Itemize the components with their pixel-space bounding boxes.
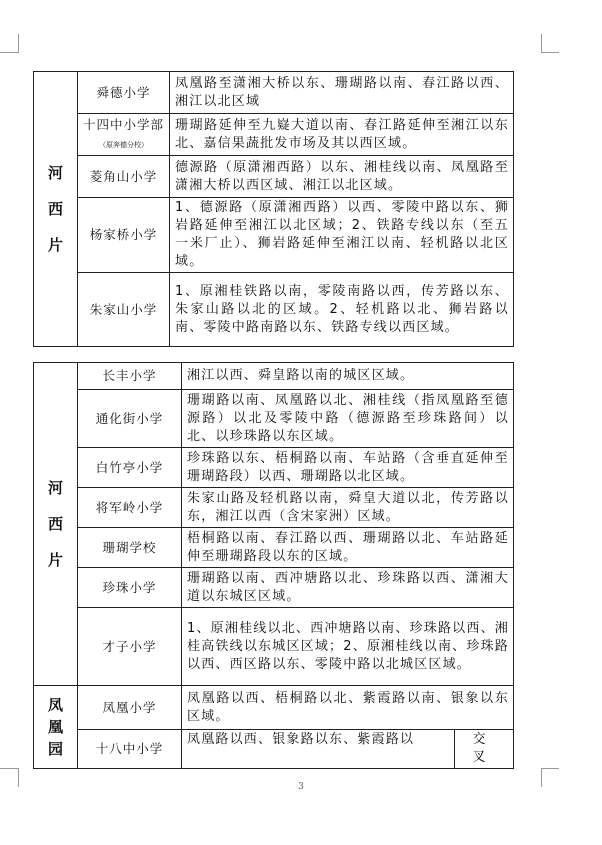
crop-mark: [541, 52, 559, 53]
district-area-text: 凤凰路以西、银象路以东、紫霞路以: [182, 730, 455, 768]
crop-mark: [541, 34, 542, 53]
school-name: 杨家桥小学: [78, 198, 170, 273]
region-char: 西: [47, 200, 63, 218]
district-area: 珍珠路以东、梧桐路以南、车站路（含垂直延伸至珊瑚路段）以西、珊瑚路以北区域。: [182, 448, 514, 488]
school-name: 珊瑚学校: [78, 528, 182, 568]
school-name: 才子小学: [78, 608, 182, 686]
table-row: [34, 730, 514, 769]
region-char: 片: [47, 551, 63, 569]
school-name: 凤凰小学: [78, 686, 182, 730]
school-district-table-1: [33, 71, 514, 347]
district-area: 凤凰路至潇湘大桥以东、珊瑚路以南、春江路以西、湘江以北区域: [170, 72, 514, 114]
school-name-text: 十四中小学部: [82, 116, 164, 132]
table-row: [34, 156, 514, 198]
district-area-extra: 交 叉: [472, 732, 519, 765]
district-area: 朱家山路及轻机路以南，舜皇大道以北，传芳路以东，湘江以西（含宋家洲）区域。: [182, 488, 514, 528]
school-name: 长丰小学: [78, 363, 182, 390]
district-area: 珊瑚路以南、西冲塘路以北、珍珠路以西、潇湘大道以东城区区域。: [182, 568, 514, 608]
crop-mark: [0, 52, 18, 53]
school-name: 珍珠小学: [78, 568, 182, 608]
table-row: [34, 72, 514, 114]
district-area: 凤凰路以西、梧桐路以北、紫霞路以南、银象以东区域。: [182, 686, 514, 730]
district-area: 德源路（原潇湘西路）以东、湘桂线以南、凤凰路至潇湘大桥以西区域、湘江以北区域。: [170, 156, 514, 198]
table-row: [34, 488, 514, 528]
school-district-table-2: [33, 362, 519, 769]
table-row: [34, 198, 514, 273]
table-row: [34, 114, 514, 156]
school-name: 菱角山小学: [78, 156, 170, 198]
district-area: 1、原湘桂铁路以南，零陵南路以西，传芳路以东、朱家山路以北的区域。2、轻机路以北、狮岩路以南、零陵中路南路以东、铁路专线以西区域。: [170, 273, 514, 347]
crop-mark: [18, 34, 19, 53]
school-name: 通化街小学: [78, 390, 182, 448]
school-note: （原奔德分校）: [99, 140, 148, 149]
district-area: 1、德源路（原潇湘西路）以西、零陵中路以东、狮岩路延伸至湘江以北区域；2、铁路专线以东（至五一米厂止）、狮岩路延伸至湘江以南、轻机路以北区域。: [170, 198, 514, 273]
table-row: [34, 528, 514, 568]
school-name: 舜德小学: [78, 72, 170, 114]
district-area: 珊瑚路延伸至九嶷大道以南、春江路延伸至湘江以东北、嘉信果蔬批发市场及其以西区域。: [170, 114, 514, 156]
region-char: 片: [47, 236, 63, 254]
crop-mark: [0, 768, 18, 769]
school-name: [78, 114, 170, 156]
region-char: 凰: [47, 718, 63, 736]
district-area: 珊瑚路以南、凤凰路以北、湘桂线（指凤凰路至德源路）以北及零陵中路（德源路至珍珠路间）以北、以珍珠路以东区域。: [182, 390, 514, 448]
region-cell-fenghuangyuan: [34, 686, 78, 769]
page-number: 3: [298, 782, 304, 792]
school-name: 十八中小学: [78, 730, 182, 769]
school-name: 白竹亭小学: [78, 448, 182, 488]
school-name: 将军岭小学: [78, 488, 182, 528]
region-cell-hexi: [34, 363, 78, 686]
table-row: [34, 273, 514, 347]
table-row: [34, 390, 514, 448]
table-row: [34, 686, 514, 730]
table-row: [34, 363, 514, 390]
table-row: [34, 448, 514, 488]
region-cell-hexi: [34, 72, 78, 347]
school-name: 朱家山小学: [78, 273, 170, 347]
region-char: 河: [47, 164, 63, 182]
region-char: 凤: [47, 696, 63, 714]
table-row: [34, 608, 514, 686]
region-char: 河: [47, 479, 63, 497]
district-area: 湘江以西、舜皇路以南的城区区域。: [182, 363, 514, 390]
region-char: 园: [47, 740, 63, 758]
district-area: 梧桐路以南、春江路以西、珊瑚路以北、车站路延伸至珊瑚路段以东的区域。: [182, 528, 514, 568]
crop-mark: [541, 768, 559, 769]
region-char: 西: [47, 515, 63, 533]
district-area: [182, 730, 519, 769]
district-area: 1、原湘桂线以北、西冲塘路以南、珍珠路以西、湘桂高铁线以东城区区域；2、原湘桂线以南、珍珠路以西、西区路以东、零陵中路以北城区区域。: [182, 608, 514, 686]
table-row: [34, 568, 514, 608]
